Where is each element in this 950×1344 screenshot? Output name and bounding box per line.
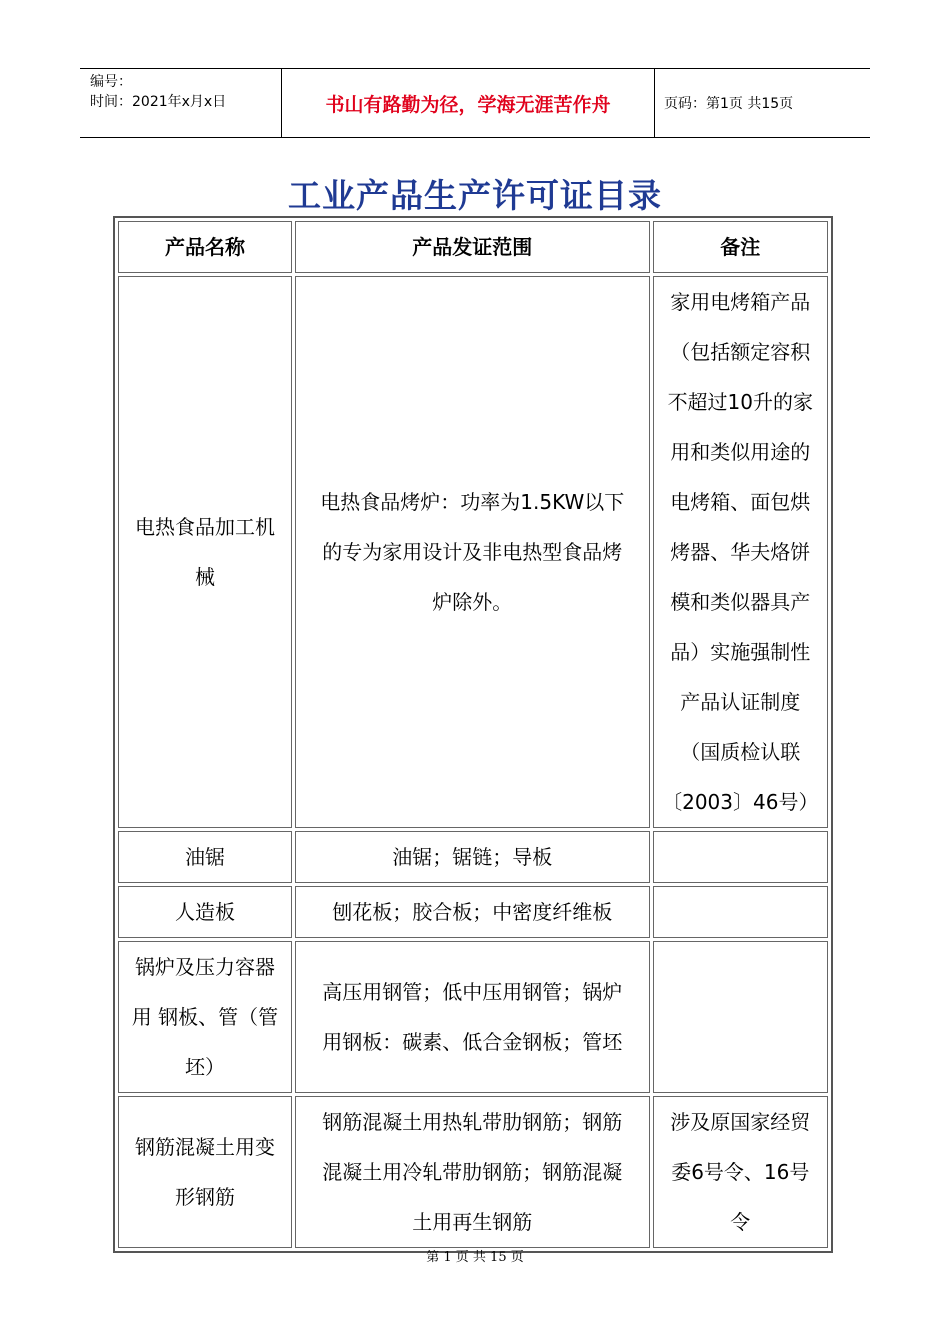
column-header-scope: 产品发证范围 (295, 221, 650, 273)
product-table (113, 216, 833, 1253)
cell-text-line: 〔2003〕46号） (662, 790, 819, 814)
cell-text-line: 产品认证制度 (680, 690, 801, 714)
cell-note (653, 276, 828, 828)
cell-text-line: 用钢板：碳素、低合金钢板；管坯 (322, 1030, 623, 1054)
header-motto: 书山有路勤为径，学海无涯苦作舟 (281, 69, 655, 137)
column-header-note: 备注 (653, 221, 828, 273)
column-header-name: 产品名称 (118, 221, 292, 273)
cell-text-line: 烤器、华夫烙饼 (670, 540, 811, 564)
cell-text-line: 用 钢板、管（管 (131, 1005, 279, 1029)
cell-issue-scope (295, 276, 650, 828)
cell-text-line: 不超过10升的家 (667, 390, 814, 414)
table-row (118, 276, 828, 828)
cell-text-line: 电热食品烤炉：功率为1.5KW以下 (320, 490, 625, 514)
cell-text-line: 锅炉及压力容器 (134, 955, 275, 979)
cell-text-line: 混凝土用冷轧带肋钢筋；钢筋混凝 (322, 1160, 623, 1184)
date-label: 时间：2021年x月x日 (90, 94, 227, 110)
cell-text-line: 油锯 (184, 845, 225, 869)
cell-text-line: 钢筋混凝土用变 (134, 1135, 275, 1159)
cell-text-line: 委6号令、16号 (671, 1160, 810, 1184)
cell-text-line: 钢筋混凝土用热轧带肋钢筋；钢筋 (322, 1110, 623, 1134)
cell-text-line: （国质检认联 (680, 740, 801, 764)
cell-note (653, 886, 828, 938)
cell-text-line: 涉及原国家经贸 (670, 1110, 811, 1134)
cell-text-line: 油锯；锯链；导板 (392, 845, 553, 869)
cell-text-line: 电热食品加工机 (134, 515, 275, 539)
table-row (118, 941, 828, 1093)
cell-text-line: 人造板 (174, 900, 235, 924)
cell-text-line: 用和类似用途的 (670, 440, 811, 464)
cell-text-line: 模和类似器具产 (670, 590, 811, 614)
table-row (118, 886, 828, 938)
cell-product-name (118, 831, 292, 883)
document-header (80, 68, 870, 138)
cell-text-line: 电烤箱、面包烘 (670, 490, 811, 514)
cell-text-line: 家用电烤箱产品 (670, 290, 811, 314)
number-label: 编号： (90, 74, 132, 90)
header-meta (90, 72, 226, 112)
cell-note (653, 941, 828, 1093)
table-header-row (118, 221, 828, 273)
cell-issue-scope (295, 941, 650, 1093)
cell-text-line: 形钢筋 (174, 1185, 235, 1209)
cell-product-name (118, 886, 292, 938)
cell-note (653, 1096, 828, 1248)
page-title: 工业产品生产许可证目录 (288, 176, 662, 215)
cell-issue-scope (295, 1096, 650, 1248)
cell-text-line: 炉除外。 (432, 590, 513, 614)
cell-text-line: 坯） (184, 1055, 225, 1079)
table-row (118, 1096, 828, 1248)
cell-text-line: （包括额定容积 (670, 340, 811, 364)
cell-note (653, 831, 828, 883)
cell-text-line: 械 (194, 565, 215, 589)
table-row (118, 831, 828, 883)
cell-product-name (118, 941, 292, 1093)
cell-text-line: 令 (730, 1210, 751, 1234)
cell-product-name (118, 1096, 292, 1248)
cell-issue-scope (295, 886, 650, 938)
page-footer: 第 1 页 共 15 页 (426, 1250, 524, 1265)
cell-text-line: 土用再生钢筋 (412, 1210, 533, 1234)
cell-product-name (118, 276, 292, 828)
cell-text-line: 品）实施强制性 (670, 640, 811, 664)
header-page-info: 页码：第1页 共15页 (664, 96, 794, 112)
cell-issue-scope (295, 831, 650, 883)
cell-text-line: 刨花板；胶合板；中密度纤维板 (332, 900, 613, 924)
cell-text-line: 高压用钢管；低中压用钢管；锅炉 (322, 980, 623, 1004)
cell-text-line: 的专为家用设计及非电热型食品烤 (322, 540, 623, 564)
